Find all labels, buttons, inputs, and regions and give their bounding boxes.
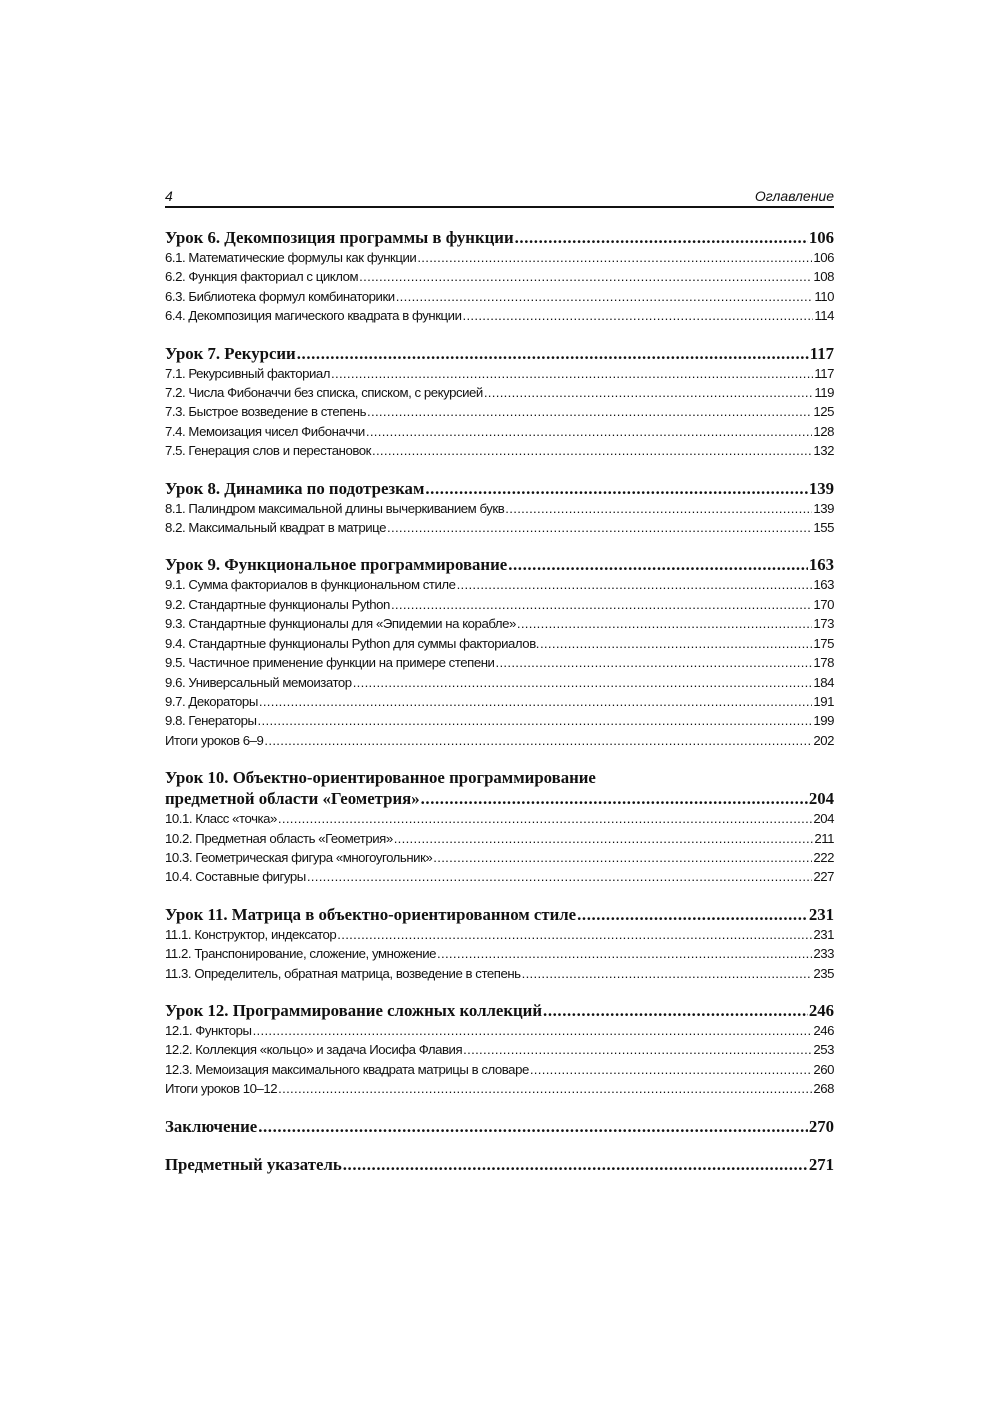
- entry-title: 7.2. Числа Фибоначчи без списка, списком, с рекурсией: [165, 385, 483, 401]
- toc-section-entry[interactable]: [165, 1021, 834, 1040]
- dot-leader: [457, 575, 813, 594]
- entry-page-number: 170: [813, 596, 834, 612]
- toc-section-entry[interactable]: [165, 925, 834, 944]
- entry-page-number: 155: [813, 520, 834, 536]
- toc-section-entry[interactable]: [165, 964, 834, 983]
- dot-leader: [353, 673, 813, 692]
- entry-page-number: 270: [808, 1116, 834, 1136]
- toc-section-entry[interactable]: [165, 306, 834, 325]
- dot-leader: [258, 1116, 808, 1137]
- entry-page-number: 268: [813, 1081, 834, 1097]
- entry-title: 12.3. Мемоизация максимального квадрата матрицы в словаре: [165, 1061, 529, 1077]
- entry-title: 6.3. Библиотека формул комбинаторики: [165, 288, 395, 304]
- entry-title: 9.8. Генераторы: [165, 713, 257, 729]
- entry-page-number: 114: [814, 308, 834, 324]
- toc-section-entry[interactable]: [165, 1079, 834, 1098]
- toc-section-entry[interactable]: [165, 1060, 834, 1079]
- entry-title: 7.1. Рекурсивный факториал: [165, 365, 331, 381]
- toc-chapter-group: [165, 343, 834, 461]
- table-of-contents: [165, 227, 834, 1175]
- dot-leader: [367, 402, 812, 421]
- dot-leader: [394, 829, 814, 848]
- entry-title: 11.1. Конструктор, индексатор: [165, 926, 337, 942]
- dot-leader: [530, 1060, 813, 1079]
- dot-leader: [297, 343, 809, 364]
- toc-section-entry[interactable]: [165, 944, 834, 963]
- dot-leader: [433, 848, 812, 867]
- toc-section-entry[interactable]: [165, 731, 834, 750]
- entry-title: Урок 12. Программирование сложных коллекций: [165, 1000, 543, 1020]
- toc-chapter-entry[interactable]: [165, 788, 834, 809]
- entry-page-number: 271: [808, 1154, 834, 1174]
- dot-leader: [505, 499, 812, 518]
- dot-leader: [278, 809, 812, 828]
- dot-leader: [259, 692, 812, 711]
- entry-page-number: 246: [808, 1000, 834, 1020]
- toc-section-entry[interactable]: [165, 402, 834, 421]
- toc-chapter-entry[interactable]: [165, 904, 834, 925]
- entry-page-number: 231: [813, 926, 834, 942]
- entry-page-number: 117: [809, 343, 834, 363]
- entry-title: 7.5. Генерация слов и перестановок: [165, 443, 371, 459]
- entry-page-number: 260: [813, 1061, 834, 1077]
- dot-leader: [387, 518, 812, 537]
- entry-page-number: 139: [813, 500, 834, 516]
- toc-section-entry[interactable]: [165, 364, 834, 383]
- toc-section-entry[interactable]: [165, 809, 834, 828]
- entry-page-number: 132: [813, 443, 834, 459]
- toc-chapter-entry[interactable]: [165, 227, 834, 248]
- dot-leader: [522, 964, 813, 983]
- toc-section-entry[interactable]: [165, 422, 834, 441]
- entry-title: 10.3. Геометрическая фигура «многоугольник»: [165, 849, 433, 865]
- dot-leader: [417, 248, 812, 267]
- entry-page-number: 235: [813, 965, 834, 981]
- entry-title: 9.6. Универсальный мемоизатор: [165, 674, 352, 690]
- dot-leader: [577, 904, 808, 925]
- entry-title: Заключение: [165, 1116, 258, 1136]
- entry-title: Предметный указатель: [165, 1154, 342, 1174]
- toc-chapter-group: [165, 478, 834, 538]
- dot-leader: [372, 441, 812, 460]
- entry-title: Урок 9. Функциональное программирование: [165, 555, 508, 575]
- entry-title: Урок 6. Декомпозиция программы в функции: [165, 228, 514, 247]
- entry-page-number: 178: [813, 655, 834, 671]
- dot-leader: [278, 1079, 812, 1098]
- entry-title: 8.2. Максимальный квадрат в матрице: [165, 520, 387, 536]
- entry-page-number: 108: [813, 269, 834, 285]
- toc-section-entry[interactable]: [165, 248, 834, 267]
- entry-page-number: 163: [808, 555, 834, 575]
- dot-leader: [307, 867, 813, 886]
- entry-page-number: 233: [813, 946, 834, 962]
- entry-page-number: 106: [813, 250, 834, 265]
- entry-page-number: 222: [813, 849, 834, 865]
- dot-leader: [331, 364, 813, 383]
- dot-leader: [425, 478, 807, 499]
- dot-leader: [337, 925, 812, 944]
- entry-page-number: 184: [813, 674, 834, 690]
- toc-chapter-group: [165, 1116, 834, 1137]
- dot-leader: [463, 1040, 812, 1059]
- toc-chapter-group: [165, 1154, 834, 1175]
- entry-title: 12.1. Функторы: [165, 1022, 252, 1038]
- entry-title: 6.4. Декомпозиция магического квадрата в функции: [165, 308, 462, 324]
- entry-page-number: 253: [813, 1042, 834, 1058]
- dot-leader: [391, 595, 812, 614]
- toc-section-entry[interactable]: [165, 653, 834, 672]
- dot-leader: [462, 306, 813, 325]
- entry-title: 9.5. Частичное применение функции на примере степени: [165, 655, 495, 671]
- entry-page-number: 211: [814, 830, 834, 846]
- entry-page-number: 199: [813, 713, 834, 729]
- toc-chapter-group: [165, 904, 834, 983]
- entry-title: 11.2. Транспонирование, сложение, умножение: [165, 946, 437, 962]
- entry-title: Урок 11. Матрица в объектно-ориентированном стиле: [165, 904, 577, 924]
- entry-page-number: 117: [814, 365, 834, 381]
- entry-page-number: 191: [813, 693, 834, 709]
- entry-page-number: 173: [813, 616, 834, 632]
- entry-title: Урок 7. Рекурсии: [165, 343, 296, 363]
- dot-leader: [540, 634, 812, 653]
- entry-title: 9.1. Сумма факториалов в функциональном стиле: [165, 577, 456, 593]
- dot-leader: [437, 944, 812, 963]
- toc-section-entry[interactable]: [165, 1040, 834, 1059]
- toc-section-entry[interactable]: [165, 499, 834, 518]
- dot-leader: [366, 422, 812, 441]
- entry-page-number: 227: [813, 869, 834, 885]
- toc-chapter-group: [165, 1000, 834, 1099]
- toc-section-entry[interactable]: [165, 829, 834, 848]
- toc-chapter-group: [165, 767, 834, 887]
- toc-section-entry[interactable]: [165, 692, 834, 711]
- chapter-title-line[interactable]: Урок 10. Объектно-ориентированное программирование: [165, 768, 596, 788]
- toc-section-entry[interactable]: [165, 575, 834, 594]
- dot-leader: [343, 1154, 808, 1175]
- entry-page-number: 202: [813, 732, 834, 748]
- entry-title: 9.2. Стандартные функционалы Python: [165, 596, 390, 612]
- toc-chapter-entry[interactable]: [165, 1000, 834, 1021]
- entry-page-number: 231: [808, 904, 834, 924]
- dot-leader: [508, 554, 808, 575]
- entry-title: 7.3. Быстрое возведение в степень: [165, 404, 367, 420]
- dot-leader: [484, 383, 813, 402]
- entry-page-number: 139: [808, 478, 834, 498]
- entry-page-number: 175: [813, 635, 834, 651]
- running-header: [165, 186, 834, 208]
- toc-section-entry[interactable]: [165, 848, 834, 867]
- entry-title: 11.3. Определитель, обратная матрица, возведение в степень: [165, 965, 521, 981]
- toc-section-entry[interactable]: [165, 518, 834, 537]
- toc-section-entry[interactable]: [165, 383, 834, 402]
- toc-chapter-entry[interactable]: [165, 1116, 834, 1137]
- dot-leader: [515, 227, 808, 248]
- entry-title: 7.4. Мемоизация чисел Фибоначчи: [165, 423, 365, 439]
- entry-title: Итоги уроков 10–12: [165, 1081, 278, 1097]
- toc-chapter-entry[interactable]: [165, 554, 834, 575]
- toc-section-entry[interactable]: [165, 441, 834, 460]
- dot-leader: [396, 287, 814, 306]
- dot-leader: [264, 731, 812, 750]
- toc-chapter-entry[interactable]: [165, 1154, 834, 1175]
- entry-title: 10.2. Предметная область «Геометрия»: [165, 830, 393, 846]
- dot-leader: [359, 267, 812, 286]
- toc-section-entry[interactable]: [165, 287, 834, 306]
- dot-leader: [253, 1021, 813, 1040]
- toc-section-entry[interactable]: [165, 711, 834, 730]
- entry-title: Итоги уроков 6–9: [165, 732, 264, 748]
- running-title: Оглавление: [754, 188, 834, 204]
- entry-title: 10.1. Класс «точка»: [165, 811, 277, 827]
- toc-section-entry[interactable]: [165, 267, 834, 286]
- toc-section-entry[interactable]: [165, 614, 834, 633]
- entry-page-number: 128: [813, 423, 834, 439]
- entry-title: 9.3. Стандартные функционалы для «Эпидемии на корабле»: [165, 616, 516, 632]
- toc-chapter-group: [165, 554, 834, 750]
- entry-title: 9.4. Стандартные функционалы Python для суммы факториалов.: [165, 635, 539, 651]
- dot-leader: [495, 653, 812, 672]
- entry-title: 8.1. Палиндром максимальной длины вычеркиванием букв: [165, 500, 505, 516]
- entry-title: 6.1. Математические формулы как функции: [165, 250, 417, 265]
- entry-page-number: 163: [813, 577, 834, 593]
- toc-chapter-group: [165, 227, 834, 326]
- entry-page-number: 110: [814, 288, 834, 304]
- entry-title: 12.2. Коллекция «кольцо» и задача Иосифа Флавия: [165, 1042, 463, 1058]
- entry-page-number: 119: [814, 385, 834, 401]
- toc-section-entry[interactable]: [165, 867, 834, 886]
- toc-chapter-entry[interactable]: [165, 478, 834, 499]
- toc-section-entry[interactable]: [165, 595, 834, 614]
- entry-title: Урок 8. Динамика по подотрезкам: [165, 478, 425, 498]
- dot-leader: [543, 1000, 808, 1021]
- entry-page-number: 106: [808, 228, 834, 247]
- toc-section-entry[interactable]: [165, 634, 834, 653]
- entry-title: предметной области «Геометрия»: [165, 789, 420, 809]
- toc-section-entry[interactable]: [165, 673, 834, 692]
- entry-title: 6.2. Функция факториал с циклом: [165, 269, 359, 285]
- dot-leader: [517, 614, 812, 633]
- dot-leader: [258, 711, 813, 730]
- entry-page-number: 246: [813, 1022, 834, 1038]
- entry-page-number: 125: [813, 404, 834, 420]
- page-number: 4: [165, 188, 173, 204]
- toc-chapter-entry[interactable]: [165, 343, 834, 364]
- entry-page-number: 204: [808, 789, 834, 809]
- entry-page-number: 204: [813, 811, 834, 827]
- dot-leader: [421, 788, 808, 809]
- entry-title: 10.4. Составные фигуры: [165, 869, 306, 885]
- entry-title: 9.7. Декораторы: [165, 693, 258, 709]
- document-page: [165, 186, 834, 1192]
